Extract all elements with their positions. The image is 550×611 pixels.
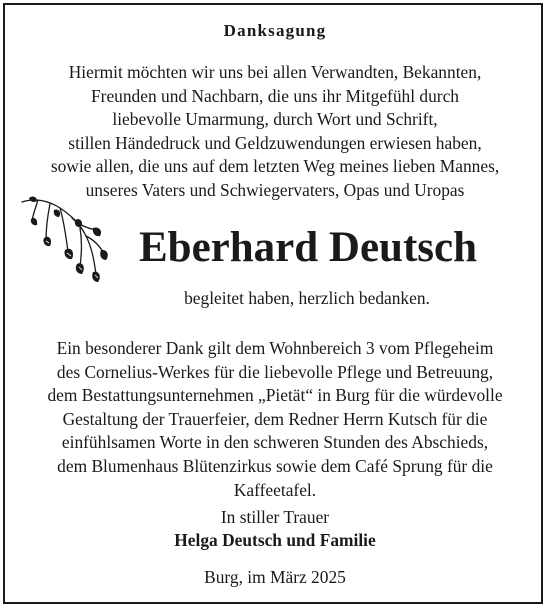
thanks-line: Ein besonderer Dank gilt dem Wohnbereich 3 vom Pflegeheim — [56, 338, 494, 358]
thanks-line: Gestaltung der Trauerfeier, dem Redner Herrn Kutsch für die — [62, 408, 488, 429]
thanks-line: einfühlsamen Worte in den schweren Stunden des Abschieds, — [61, 432, 489, 453]
intro-line: sowie allen, die uns auf dem letzten Weg meines lieben Mannes, — [50, 156, 500, 177]
after-name-text: begleitet haben, herzlich bedanken. — [184, 288, 430, 308]
thanks-line: des Cornelius-Werkes für die liebevolle Pflege und Betreuung, — [56, 361, 494, 382]
notice-heading: Danksagung — [223, 21, 327, 40]
intro-line: liebevolle Umarmung, durch Wort und Schrift, — [112, 109, 438, 130]
deceased-name: Eberhard Deutsch — [138, 224, 478, 271]
intro-paragraph — [20, 61, 530, 203]
intro-line: stillen Händedruck und Geldzuwendungen erwiesen haben, — [68, 132, 482, 153]
thanks-line: dem Bestattungsunternehmen „Pietät“ in Burg für die würdevolle — [47, 385, 503, 406]
intro-line: Freunden und Nachbarn, die uns ihr Mitgefühl durch — [90, 85, 459, 106]
special-thanks-paragraph — [20, 337, 530, 502]
thanks-line: dem Blumenhaus Blütenzirkus sowie dem Café Sprung für die — [57, 455, 493, 476]
intro-line: unseres Vaters und Schwiegervaters, Opas und Uropas — [85, 179, 465, 200]
thanks-line: Kaffeetafel. — [233, 479, 317, 500]
intro-line: Hiermit möchten wir uns bei allen Verwandten, Bekannten, — [68, 62, 482, 82]
place-date: Burg, im März 2025 — [204, 567, 346, 587]
birch-branch-icon — [20, 194, 115, 314]
signature-intro: In stiller Trauer — [220, 507, 330, 527]
signature-name: Helga Deutsch und Familie — [174, 530, 376, 550]
